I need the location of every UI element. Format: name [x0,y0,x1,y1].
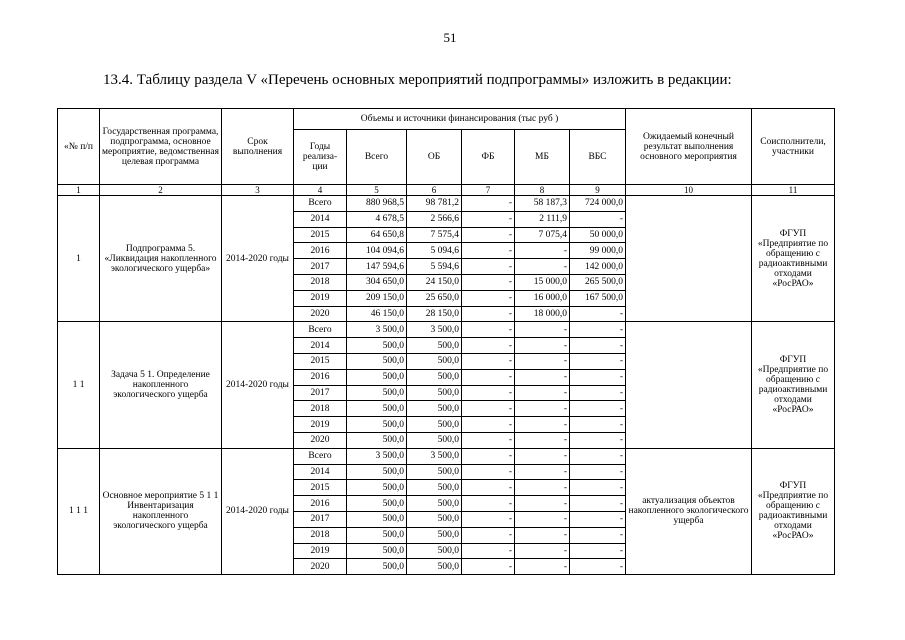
year-cell: 2016 [294,243,347,259]
column-number: 5 [347,185,407,196]
total-cell: 500,0 [347,480,407,496]
fb-cell: - [462,527,515,543]
ob-cell: 500,0 [407,511,462,527]
year-cell: 2016 [294,496,347,512]
ob-cell: 5 094,6 [407,243,462,259]
table-body [58,196,835,575]
total-cell: 304 650,0 [347,274,407,290]
vbs-cell: - [570,353,626,369]
vbs-cell: 265 500,0 [570,274,626,290]
year-cell: 2014 [294,211,347,227]
ob-cell: 500,0 [407,385,462,401]
fb-cell: - [462,496,515,512]
fb-cell: - [462,338,515,354]
vbs-cell: - [570,448,626,464]
program-name: Основное мероприятие 5 1 1 Инвентаризация накопленного экологического ущерба [100,448,222,574]
row-number: 1 [58,196,100,322]
mb-cell: - [515,448,570,464]
year-cell: Всего [294,448,347,464]
total-cell: 500,0 [347,369,407,385]
header-years: Годы реализа-ции [294,130,347,185]
mb-cell: - [515,480,570,496]
year-cell: 2018 [294,274,347,290]
table-row [58,448,835,464]
ob-cell: 500,0 [407,338,462,354]
column-number: 1 [58,185,100,196]
ob-cell: 500,0 [407,496,462,512]
fb-cell: - [462,196,515,212]
year-cell: 2015 [294,353,347,369]
column-number: 6 [407,185,462,196]
year-cell: 2019 [294,417,347,433]
expected-result [626,322,752,448]
mb-cell: - [515,353,570,369]
vbs-cell: - [570,338,626,354]
table-row [58,196,835,212]
fb-cell: - [462,243,515,259]
ob-cell: 500,0 [407,353,462,369]
mb-cell: - [515,385,570,401]
executors: ФГУП «Предприятие по обращению с радиоактивными отходами «РосРАО» [752,196,835,322]
mb-cell: - [515,338,570,354]
table-row [58,322,835,338]
ob-cell: 98 781,2 [407,196,462,212]
ob-cell: 3 500,0 [407,322,462,338]
header-vbs: ВБС [570,130,626,185]
fb-cell: - [462,448,515,464]
ob-cell: 25 650,0 [407,290,462,306]
fb-cell: - [462,306,515,322]
vbs-cell: - [570,464,626,480]
total-cell: 500,0 [347,559,407,575]
total-cell: 500,0 [347,527,407,543]
column-number: 9 [570,185,626,196]
vbs-cell: - [570,401,626,417]
total-cell: 500,0 [347,432,407,448]
page-number: 51 [443,30,457,45]
column-number: 11 [752,185,835,196]
fb-cell: - [462,353,515,369]
mb-cell: - [515,527,570,543]
measures-table [57,108,835,575]
header-num: «№ п/п [58,109,100,185]
vbs-cell: 99 000,0 [570,243,626,259]
header-total: Всего [347,130,407,185]
header-ob: ОБ [407,130,462,185]
fb-cell: - [462,322,515,338]
year-cell: 2014 [294,464,347,480]
column-number: 7 [462,185,515,196]
total-cell: 4 678,5 [347,211,407,227]
vbs-cell: - [570,369,626,385]
year-cell: 2020 [294,559,347,575]
total-cell: 3 500,0 [347,322,407,338]
vbs-cell: - [570,511,626,527]
year-cell: 2020 [294,432,347,448]
mb-cell: - [515,259,570,275]
mb-cell: - [515,464,570,480]
header-result: Ожидаемый конечный результат выполнения основного мероприятия [626,109,752,185]
mb-cell: - [515,432,570,448]
fb-cell: - [462,543,515,559]
ob-cell: 500,0 [407,543,462,559]
total-cell: 500,0 [347,464,407,480]
executors: ФГУП «Предприятие по обращению с радиоактивными отходами «РосРАО» [752,448,835,574]
fb-cell: - [462,480,515,496]
total-cell: 147 594,6 [347,259,407,275]
year-cell: 2020 [294,306,347,322]
ob-cell: 500,0 [407,464,462,480]
vbs-cell: 142 000,0 [570,259,626,275]
mb-cell: - [515,559,570,575]
fb-cell: - [462,432,515,448]
year-cell: 2019 [294,290,347,306]
ob-cell: 500,0 [407,527,462,543]
column-number: 10 [626,185,752,196]
year-cell: Всего [294,196,347,212]
term: 2014-2020 годы [222,322,294,448]
column-numbers-row [58,185,835,196]
column-number: 4 [294,185,347,196]
ob-cell: 5 594,6 [407,259,462,275]
vbs-cell: - [570,432,626,448]
vbs-cell: 167 500,0 [570,290,626,306]
year-cell: 2018 [294,527,347,543]
executors: ФГУП «Предприятие по обращению с радиоактивными отходами «РосРАО» [752,322,835,448]
mb-cell: 18 000,0 [515,306,570,322]
ob-cell: 2 566,6 [407,211,462,227]
vbs-cell: - [570,496,626,512]
total-cell: 500,0 [347,401,407,417]
fb-cell: - [462,369,515,385]
ob-cell: 500,0 [407,369,462,385]
total-cell: 500,0 [347,543,407,559]
mb-cell: 7 075,4 [515,227,570,243]
year-cell: 2017 [294,511,347,527]
column-number: 3 [222,185,294,196]
header-term: Срок выполнения [222,109,294,185]
fb-cell: - [462,211,515,227]
total-cell: 500,0 [347,496,407,512]
vbs-cell: - [570,211,626,227]
ob-cell: 500,0 [407,559,462,575]
total-cell: 880 968,5 [347,196,407,212]
year-cell: 2014 [294,338,347,354]
fb-cell: - [462,464,515,480]
ob-cell: 7 575,4 [407,227,462,243]
ob-cell: 24 150,0 [407,274,462,290]
ob-cell: 500,0 [407,401,462,417]
header-program: Государственная программа, подпрограмма, основное мероприятие, ведомственная целевая программа [100,109,222,185]
fb-cell: - [462,559,515,575]
fb-cell: - [462,227,515,243]
vbs-cell: - [570,385,626,401]
ob-cell: 500,0 [407,417,462,433]
mb-cell: - [515,401,570,417]
vbs-cell: - [570,480,626,496]
mb-cell: 2 111,9 [515,211,570,227]
mb-cell: 58 187,3 [515,196,570,212]
mb-cell: - [515,243,570,259]
mb-cell: - [515,511,570,527]
vbs-cell: 724 000,0 [570,196,626,212]
total-cell: 500,0 [347,338,407,354]
total-cell: 46 150,0 [347,306,407,322]
year-cell: 2019 [294,543,347,559]
row-number: 1 1 1 [58,448,100,574]
total-cell: 104 094,6 [347,243,407,259]
vbs-cell: - [570,559,626,575]
expected-result: актуализация объектов накопленного экологического ущерба [626,448,752,574]
vbs-cell: - [570,543,626,559]
header-fb: ФБ [462,130,515,185]
ob-cell: 3 500,0 [407,448,462,464]
column-number: 8 [515,185,570,196]
fb-cell: - [462,511,515,527]
header-funding: Объемы и источники финансирования (тыс руб ) [294,109,626,130]
vbs-cell: - [570,322,626,338]
year-cell: 2017 [294,259,347,275]
section-heading: 13.4. Таблицу раздела V «Перечень основных мероприятий подпрограммы» изложить в редакции: [103,72,732,88]
program-name: Задача 5 1. Определение накопленного экологического ущерба [100,322,222,448]
expected-result [626,196,752,322]
mb-cell: - [515,496,570,512]
header-executors: Соисполнители, участники [752,109,835,185]
fb-cell: - [462,385,515,401]
mb-cell: - [515,417,570,433]
fb-cell: - [462,259,515,275]
vbs-cell: - [570,306,626,322]
mb-cell: 16 000,0 [515,290,570,306]
term: 2014-2020 годы [222,448,294,574]
mb-cell: - [515,369,570,385]
year-cell: 2017 [294,385,347,401]
vbs-cell: - [570,527,626,543]
header-mb: МБ [515,130,570,185]
total-cell: 3 500,0 [347,448,407,464]
year-cell: 2018 [294,401,347,417]
ob-cell: 28 150,0 [407,306,462,322]
fb-cell: - [462,401,515,417]
fb-cell: - [462,274,515,290]
program-name: Подпрограмма 5. «Ликвидация накопленного экологического ущерба» [100,196,222,322]
total-cell: 64 650,8 [347,227,407,243]
term: 2014-2020 годы [222,196,294,322]
column-number: 2 [100,185,222,196]
total-cell: 500,0 [347,417,407,433]
mb-cell: - [515,322,570,338]
total-cell: 500,0 [347,511,407,527]
row-number: 1 1 [58,322,100,448]
total-cell: 500,0 [347,385,407,401]
year-cell: 2015 [294,227,347,243]
year-cell: Всего [294,322,347,338]
ob-cell: 500,0 [407,480,462,496]
mb-cell: 15 000,0 [515,274,570,290]
year-cell: 2015 [294,480,347,496]
vbs-cell: - [570,417,626,433]
ob-cell: 500,0 [407,432,462,448]
total-cell: 500,0 [347,353,407,369]
total-cell: 209 150,0 [347,290,407,306]
vbs-cell: 50 000,0 [570,227,626,243]
fb-cell: - [462,290,515,306]
mb-cell: - [515,543,570,559]
fb-cell: - [462,417,515,433]
year-cell: 2016 [294,369,347,385]
